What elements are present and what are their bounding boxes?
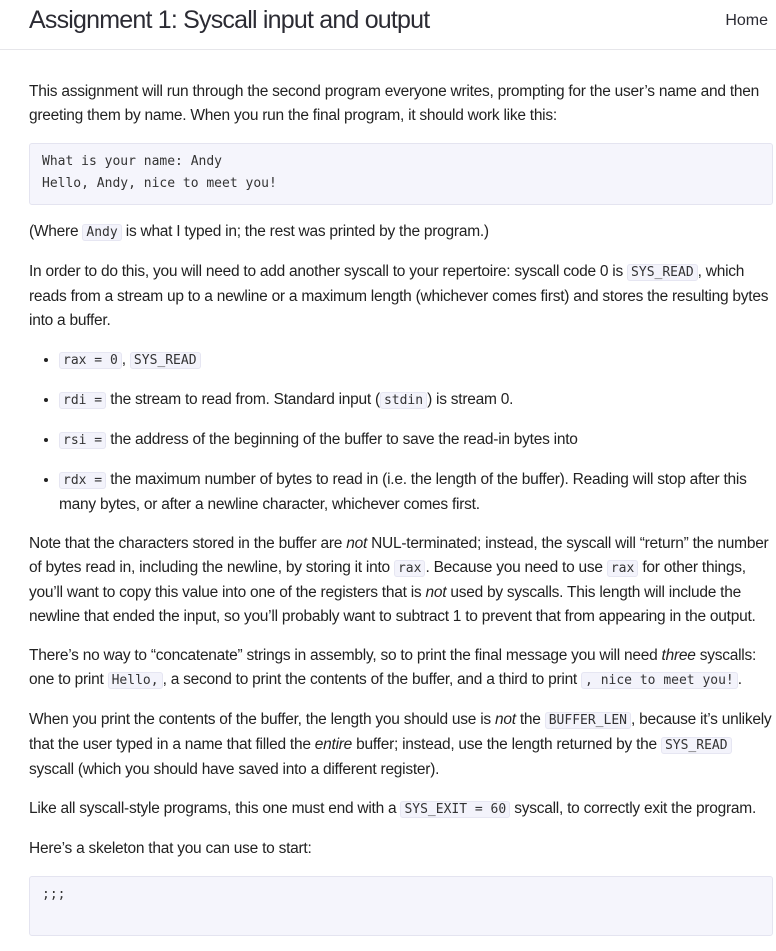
list-item-rax-sep: , bbox=[121, 351, 130, 368]
list-item-rdi bbox=[59, 388, 773, 413]
concat-paragraph bbox=[29, 644, 773, 693]
concat-text-4: . bbox=[737, 671, 742, 688]
register-list bbox=[29, 348, 773, 517]
example-line-2: Hello, Andy, nice to meet you! bbox=[42, 176, 277, 191]
order-paragraph bbox=[29, 260, 773, 333]
list-item-rdx bbox=[59, 468, 773, 517]
inline-code-stdin: stdin bbox=[380, 392, 427, 409]
concat-text-3: , a second to print the contents of the buffer, and a third to print bbox=[162, 671, 582, 688]
page-header bbox=[0, 0, 776, 50]
buffer-paragraph bbox=[29, 708, 773, 782]
note-text-1: Note that the characters stored in the buffer are bbox=[29, 535, 347, 552]
inline-code-buffer-len: BUFFER_LEN bbox=[545, 712, 631, 729]
page-title: Assignment 1: Syscall input and output bbox=[29, 6, 430, 34]
list-item-rax bbox=[59, 348, 773, 373]
where-note-text-2: is what I typed in; the rest was printed by the program.) bbox=[121, 223, 489, 240]
note-text-5: used by syscalls. This length will include the newline that ended the input, so you’ll probably want to subtract 1 to prevent that from appearing in the output. bbox=[29, 584, 756, 625]
exit-text-2: syscall, to correctly exit the program. bbox=[510, 800, 757, 817]
note-text-2: NUL-terminated; instead, the syscall will “return” the number of bytes read in, including the newline, by storing it into bbox=[29, 535, 769, 576]
buffer-text-3: , because it’s unlikely that the user typed in a name that filled the bbox=[29, 711, 772, 753]
buffer-text-1: When you print the contents of the buffer, the length you should use is bbox=[29, 711, 495, 728]
inline-code-rax-b: rax bbox=[607, 560, 638, 577]
inline-code-nice-to-meet: , nice to meet you! bbox=[581, 672, 738, 689]
inline-code-rdx: rdx = bbox=[59, 472, 106, 489]
list-item-rsi bbox=[59, 428, 773, 453]
where-note-text-1: (Where bbox=[29, 223, 83, 240]
inline-code-rax-a: rax bbox=[394, 560, 425, 577]
buffer-text-2: the bbox=[515, 711, 545, 728]
concat-text-2: syscalls: one to print bbox=[29, 647, 757, 688]
inline-code-andy: Andy bbox=[82, 224, 121, 241]
exit-text-1: Like all syscall-style programs, this one must end with a bbox=[29, 800, 401, 817]
inline-code-sys-read: SYS_READ bbox=[627, 264, 698, 281]
note-paragraph bbox=[29, 532, 773, 629]
list-item-rdi-text: the stream to read from. Standard input ( bbox=[106, 391, 380, 408]
note-em-1: not bbox=[346, 535, 368, 552]
skeleton-intro-paragraph: Here’s a skeleton that you can use to start: bbox=[29, 840, 312, 857]
inline-code-rdi: rdi = bbox=[59, 392, 106, 409]
buffer-em-1: not bbox=[494, 711, 516, 728]
inline-code-sys-exit: SYS_EXIT = 60 bbox=[400, 801, 510, 818]
inline-code-rax-0: rax = 0 bbox=[59, 352, 122, 369]
example-line-1: What is your name: Andy bbox=[42, 154, 223, 169]
concat-em-1: three bbox=[661, 647, 696, 664]
note-em-2: not bbox=[425, 584, 447, 601]
inline-code-rsi: rsi = bbox=[59, 432, 106, 449]
concat-text-1: There’s no way to “concatenate” strings in assembly, so to print the final message you will need bbox=[29, 647, 662, 664]
inline-code-sys-read-2: SYS_READ bbox=[130, 352, 201, 369]
inline-code-sys-read-3: SYS_READ bbox=[661, 737, 732, 754]
skeleton-line-1: ;;; bbox=[42, 887, 66, 902]
intro-paragraph: This assignment will run through the second program everyone writes, prompting for the user’s name and then greeting them by name. When you run the final program, it should work like this: bbox=[29, 83, 759, 124]
list-item-rdx-text: the maximum number of bytes to read in (i.e. the length of the buffer). Reading will stop after this many bytes, or after a newline character, whichever comes first. bbox=[59, 471, 747, 513]
example-output-block bbox=[29, 143, 773, 205]
exit-paragraph bbox=[29, 797, 773, 822]
buffer-em-2: entire bbox=[314, 736, 353, 753]
note-text-3: . Because you need to use bbox=[425, 559, 607, 576]
order-text-1: In order to do this, you will need to add another syscall to your repertoire: syscall code 0 is bbox=[29, 263, 628, 280]
inline-code-hello: Hello, bbox=[108, 672, 163, 689]
home-link[interactable]: Home bbox=[725, 12, 768, 29]
list-item-rdi-text-2: ) is stream 0. bbox=[427, 391, 514, 408]
buffer-text-4: buffer; instead, use the length returned by the bbox=[352, 736, 661, 753]
where-note-paragraph bbox=[29, 220, 773, 245]
note-text-4: for other things, you’ll want to copy this value into one of the registers that is bbox=[29, 559, 746, 601]
article-content bbox=[29, 80, 773, 951]
order-text-2: , which reads from a stream up to a newline or a maximum length (whichever comes first) and stores the resulting bytes into a buffer. bbox=[29, 263, 769, 329]
list-item-rsi-text: the address of the beginning of the buffer to save the read-in bytes into bbox=[106, 431, 578, 448]
skeleton-code-block bbox=[29, 876, 773, 936]
buffer-text-5: syscall (which you should have saved into a different register). bbox=[29, 761, 440, 778]
